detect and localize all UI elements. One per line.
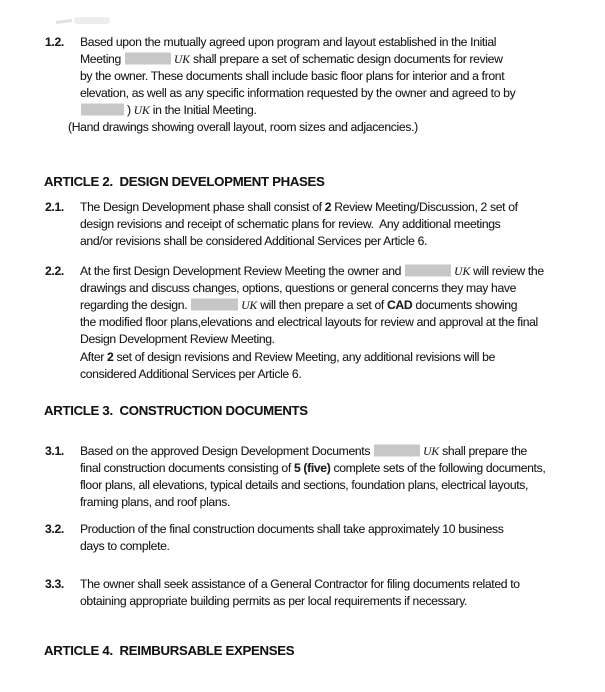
text-segment: obtaining appropriate building permits as per local requirements if necessary. xyxy=(80,594,468,608)
clause-body xyxy=(80,263,605,348)
clause-body xyxy=(80,521,605,555)
clause-3-2 xyxy=(45,521,605,555)
text-segment: days to complete. xyxy=(80,539,170,553)
redaction-box xyxy=(125,53,171,65)
text-segment: shall prepare the xyxy=(439,444,527,458)
text-segment: will then prepare a set of xyxy=(257,298,387,312)
uk-mark: UK xyxy=(173,54,190,66)
redaction-box xyxy=(374,445,420,457)
clause-body xyxy=(80,349,605,383)
text-segment: Meeting xyxy=(80,52,124,66)
text-segment: framing plans, and roof plans. xyxy=(80,495,231,509)
clause-body xyxy=(80,443,605,511)
text-segment: elevation, as well as any specific information requested by the owner and agreed to by xyxy=(80,86,516,100)
text-line xyxy=(80,68,605,85)
text-segment: (Hand drawings showing overall layout, room sizes and adjacencies.) xyxy=(68,120,418,134)
text-line xyxy=(80,34,605,51)
text-line xyxy=(80,85,605,102)
text-line xyxy=(80,366,605,383)
text-segment: considered Additional Services per Article 6. xyxy=(80,367,302,381)
clause-number: 2.2. xyxy=(45,264,64,278)
text-segment: will review the xyxy=(470,264,544,278)
text-segment: complete sets of the following documents, xyxy=(330,461,546,475)
text-segment: Based on the approved Design Development Documents xyxy=(80,444,374,458)
text-line xyxy=(80,51,605,68)
bold-text: 2 xyxy=(324,200,332,214)
text-line xyxy=(80,494,605,511)
clause-number: 1.2. xyxy=(45,35,64,49)
text-segment: ) xyxy=(127,103,134,117)
text-segment: Review Meeting/Discussion, 2 set of xyxy=(331,200,518,214)
article-3-heading: ARTICLE 3. CONSTRUCTION DOCUMENTS xyxy=(44,403,308,418)
clause-number: 2.1. xyxy=(45,200,64,214)
clause-number: 3.3. xyxy=(45,577,64,591)
text-segment: by the owner. These documents shall include basic floor plans for interior and a front xyxy=(80,69,505,83)
scan-artifact-smudge xyxy=(74,17,110,24)
text-segment: documents showing xyxy=(412,298,518,312)
uk-mark: UK xyxy=(133,105,150,117)
text-line xyxy=(80,297,605,314)
redaction-box xyxy=(191,299,238,311)
uk-mark: UK xyxy=(241,300,258,312)
clause-number: 3.1. xyxy=(45,444,64,458)
text-segment: shall prepare a set of schematic design documents for review xyxy=(189,52,503,66)
text-line xyxy=(80,199,605,216)
clause-2-2 xyxy=(45,263,605,348)
text-line xyxy=(80,349,605,366)
text-segment: At the first Design Development Review Meeting the owner and xyxy=(80,264,405,278)
text-segment: drawings and discuss changes, options, questions or general concerns they may have xyxy=(80,281,517,295)
text-line xyxy=(80,263,605,280)
text-segment: Based upon the mutually agreed upon program and layout established in the Initial xyxy=(80,35,497,49)
text-line xyxy=(80,538,605,555)
text-line xyxy=(80,314,605,331)
text-segment: The owner shall seek assistance of a General Contractor for filing documents related to xyxy=(80,577,520,591)
text-line xyxy=(80,443,605,460)
text-segment: design revisions and receipt of schematic plans for review. Any additional meetings xyxy=(80,217,501,231)
text-line xyxy=(80,576,605,593)
article-4-heading: ARTICLE 4. REIMBURSABLE EXPENSES xyxy=(44,643,295,658)
text-line xyxy=(80,331,605,348)
bold-text: 2 xyxy=(107,350,114,364)
clause-number: 3.2. xyxy=(45,522,64,536)
text-line xyxy=(80,102,605,119)
clause-3-1 xyxy=(45,443,605,511)
uk-mark: UK xyxy=(454,266,471,278)
scan-artifact-dash xyxy=(56,19,72,24)
text-line xyxy=(80,233,605,250)
text-segment: The Design Development phase shall consist of xyxy=(80,200,325,214)
article-2-heading: ARTICLE 2. DESIGN DEVELOPMENT PHASES xyxy=(44,174,325,189)
clause-1-2 xyxy=(45,34,605,136)
text-line xyxy=(80,216,605,233)
text-segment: the modified floor plans,elevations and electrical layouts for review and approval at the final xyxy=(80,315,538,329)
text-line xyxy=(80,477,605,494)
text-segment: regarding the design. xyxy=(80,298,191,312)
text-segment: set of design revisions and Review Meeting, any additional revisions will be xyxy=(113,350,496,364)
text-segment: Production of the final construction documents shall take approximately 10 business xyxy=(80,522,504,536)
text-line xyxy=(80,280,605,297)
text-line xyxy=(80,460,605,477)
clause-3-3 xyxy=(45,576,605,610)
redaction-box xyxy=(81,104,124,116)
text-segment: After xyxy=(80,350,108,364)
redaction-box xyxy=(405,265,451,277)
bold-text: CAD xyxy=(386,298,413,312)
clause-2-2-continuation xyxy=(45,349,605,383)
text-line xyxy=(80,593,605,610)
text-line xyxy=(80,521,605,538)
text-segment: Design Development Review Meeting. xyxy=(80,332,275,346)
bold-text: 5 (five) xyxy=(293,461,331,475)
text-segment: final construction documents consisting of xyxy=(80,461,294,475)
clause-body xyxy=(80,576,605,610)
clause-body xyxy=(80,199,605,250)
uk-mark: UK xyxy=(423,446,440,458)
clause-body xyxy=(68,34,605,136)
clause-2-1 xyxy=(45,199,605,250)
text-line xyxy=(68,119,605,136)
text-segment: in the Initial Meeting. xyxy=(149,103,257,117)
text-segment: and/or revisions shall be considered Additional Services per Article 6. xyxy=(80,234,428,248)
text-segment: floor plans, all elevations, typical details and sections, foundation plans, electrical layouts, xyxy=(80,478,529,492)
